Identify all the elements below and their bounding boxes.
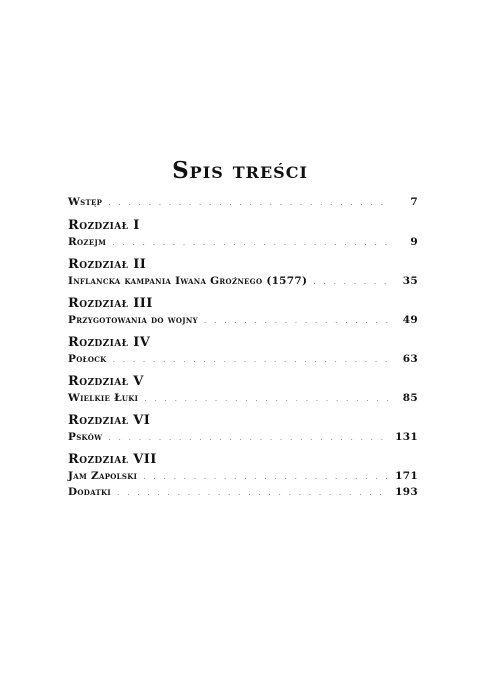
toc-entry-intro[interactable] [68, 194, 418, 210]
page-number: 35 [402, 275, 418, 287]
toc-entry-ch5[interactable] [68, 390, 418, 406]
toc-entry-ch4[interactable] [68, 351, 418, 367]
page-number: 85 [402, 392, 418, 404]
entry-label: Połock [68, 353, 107, 365]
dot-leader [112, 235, 390, 251]
chapter-heading-5: Rozdział V [68, 374, 144, 389]
entry-label: Przygotowania do wojny [68, 314, 198, 326]
page-number: 171 [395, 470, 418, 482]
dot-leader [108, 430, 389, 446]
dot-leader [204, 313, 390, 329]
page-title: Spis treści [172, 157, 308, 184]
dot-leader [113, 352, 390, 368]
toc-entry-ch7[interactable] [68, 468, 418, 484]
page-number: 131 [395, 431, 418, 443]
dot-leader [143, 469, 389, 485]
entry-label: Inflancka kampania Iwana Groźnego (1577) [68, 275, 308, 287]
dot-leader [108, 195, 390, 211]
page-number: 7 [410, 196, 418, 208]
entry-label: Jam Zapolski [68, 470, 138, 482]
chapter-heading-4: Rozdział IV [68, 335, 151, 350]
entry-label: Rozejm [68, 236, 107, 248]
chapter-heading-3: Rozdział III [68, 296, 153, 311]
toc-entry-ch1[interactable] [68, 234, 418, 250]
toc-entry-appendix[interactable] [68, 484, 418, 500]
dot-leader [117, 485, 389, 501]
page-number: 49 [402, 314, 418, 326]
entry-label: Dodatki [68, 486, 111, 498]
table-of-contents [68, 194, 418, 500]
chapter-heading-1: Rozdział I [68, 218, 140, 233]
chapter-heading-7: Rozdział VII [68, 452, 157, 467]
page-number: 9 [410, 236, 418, 248]
page-number: 193 [395, 486, 418, 498]
toc-entry-ch3[interactable] [68, 312, 418, 328]
toc-entry-ch2[interactable] [68, 273, 418, 289]
dot-leader [313, 274, 390, 290]
chapter-heading-2: Rozdział II [68, 257, 147, 272]
chapter-heading-6: Rozdział VI [68, 413, 151, 428]
page-number: 63 [402, 353, 418, 365]
entry-label: Wstęp [68, 196, 103, 208]
entry-label: Psków [68, 431, 103, 443]
dot-leader [144, 391, 390, 407]
entry-label: Wielkie Łuki [68, 392, 139, 404]
toc-entry-ch6[interactable] [68, 429, 418, 445]
